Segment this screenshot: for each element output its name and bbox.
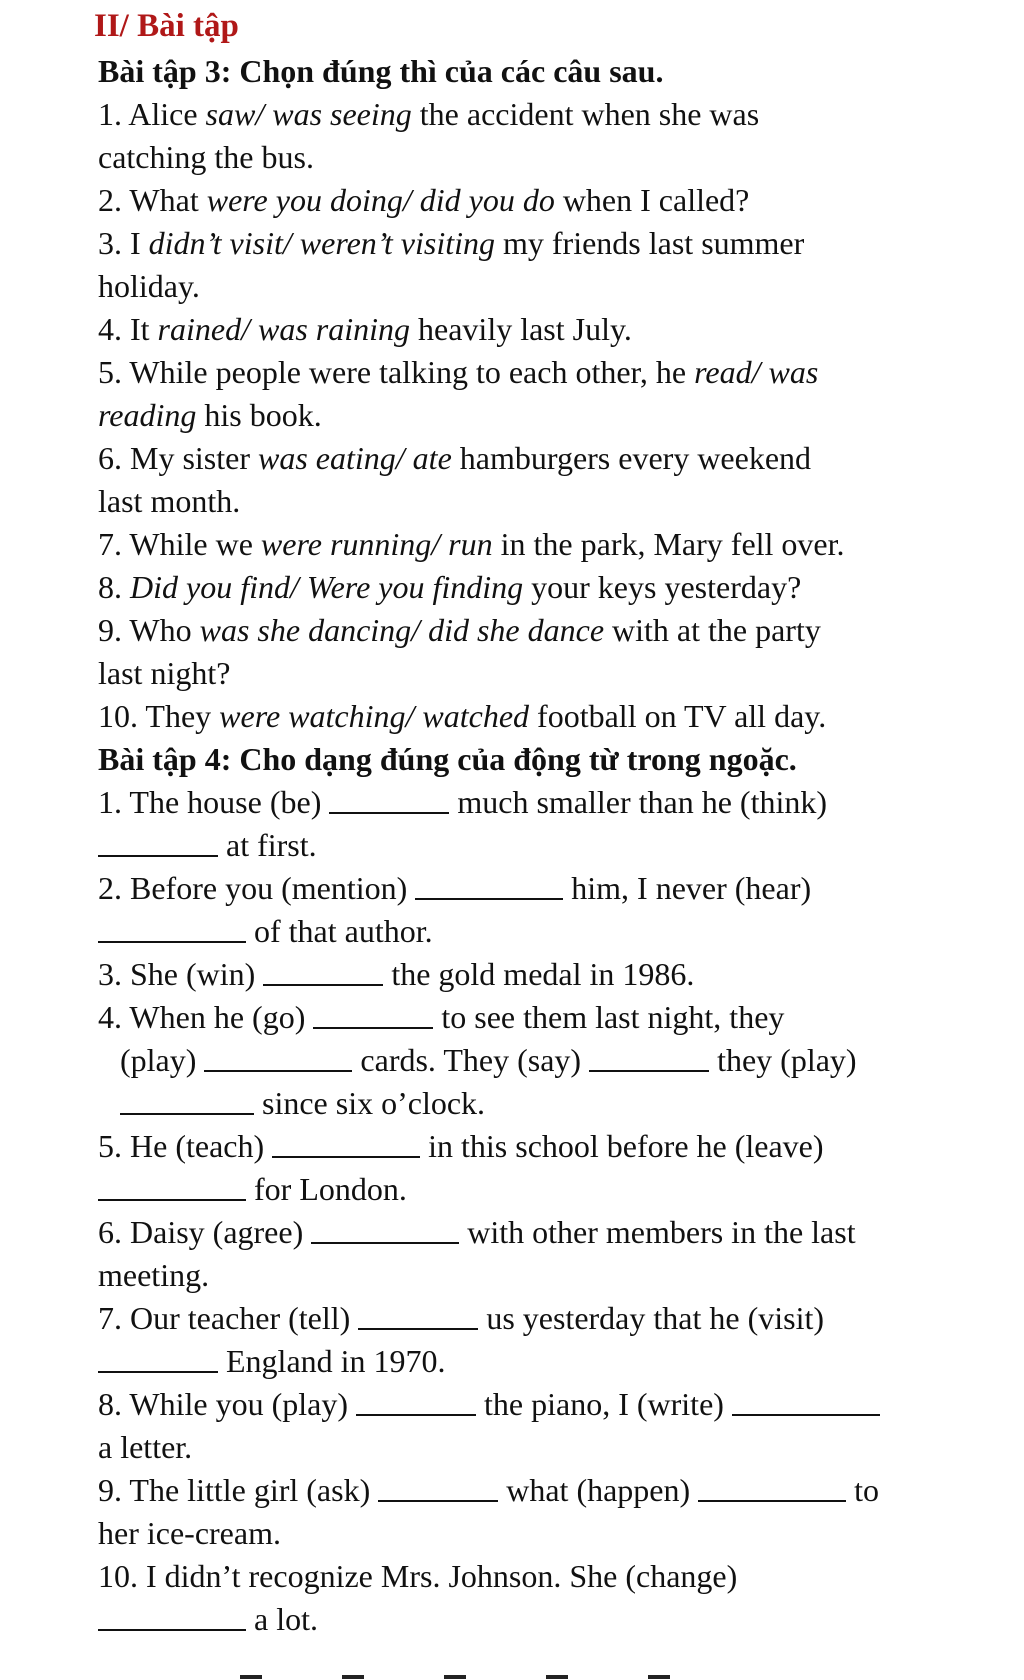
ex4-question-1-cont: at first. bbox=[98, 825, 317, 865]
ex4-question-2-cont: of that author. bbox=[98, 911, 433, 951]
choice-options: rained/ was raining bbox=[157, 311, 411, 347]
ex3-question-9-cont: last night? bbox=[98, 655, 231, 691]
ex3-question-10: 10. They were watching/ watched football on TV all day. bbox=[98, 698, 827, 734]
answer-blank[interactable] bbox=[98, 1199, 246, 1200]
choice-options: were you doing/ did you do bbox=[206, 182, 555, 218]
ex3-question-4: 4. It rained/ was raining heavily last July. bbox=[98, 311, 632, 347]
answer-blank[interactable] bbox=[98, 855, 218, 856]
ex4-question-6-cont: meeting. bbox=[98, 1257, 210, 1293]
choice-options: Did you find/ Were you finding bbox=[130, 569, 524, 605]
choice-options: was she dancing/ did she dance bbox=[199, 612, 605, 648]
ex4-question-6: 6. Daisy (agree) with other members in the last bbox=[98, 1214, 856, 1250]
ex4-question-7-cont: England in 1970. bbox=[98, 1341, 446, 1381]
ex3-question-3: 3. I didn’t visit/ weren’t visiting my friends last summer bbox=[98, 225, 805, 261]
choice-options: were running/ run bbox=[260, 526, 493, 562]
ex4-question-9: 9. The little girl (ask) what (happen) to bbox=[98, 1472, 880, 1508]
ex3-question-2: 2. What were you doing/ did you do when I called? bbox=[98, 182, 750, 218]
ex4-question-10-cont: a lot. bbox=[98, 1599, 318, 1639]
ex4-question-4-cont: (play) cards. They (say) they (play) bbox=[120, 1042, 857, 1078]
exercise-4-heading: Bài tập 4: Cho dạng đúng của động từ trong ngoặc. bbox=[98, 741, 797, 777]
answer-blank[interactable] bbox=[329, 812, 449, 813]
answer-blank[interactable] bbox=[589, 1070, 709, 1071]
ex4-question-3: 3. She (win) the gold medal in 1986. bbox=[98, 956, 695, 992]
ex3-question-5-cont: reading his book. bbox=[98, 397, 322, 433]
choice-options: was eating/ ate bbox=[258, 440, 452, 476]
answer-blank[interactable] bbox=[732, 1414, 880, 1415]
answer-blank[interactable] bbox=[98, 1629, 246, 1630]
ex3-question-1-cont: catching the bus. bbox=[98, 139, 314, 175]
ex4-question-5: 5. He (teach) in this school before he (leave) bbox=[98, 1128, 824, 1164]
answer-blank[interactable] bbox=[263, 984, 383, 985]
ex3-question-1: 1. Alice saw/ was seeing the accident when she was bbox=[98, 96, 760, 132]
answer-blank[interactable] bbox=[204, 1070, 352, 1071]
answer-blank[interactable] bbox=[415, 898, 563, 899]
ex4-question-8-cont: a letter. bbox=[98, 1429, 193, 1465]
answer-blank[interactable] bbox=[313, 1027, 433, 1028]
cropped-next-line bbox=[240, 1666, 800, 1680]
ex4-question-4: 4. When he (go) to see them last night, they bbox=[98, 999, 785, 1035]
answer-blank[interactable] bbox=[356, 1414, 476, 1415]
ex4-question-4-cont2: since six o’clock. bbox=[120, 1083, 485, 1123]
answer-blank[interactable] bbox=[698, 1500, 846, 1501]
answer-blank[interactable] bbox=[120, 1113, 254, 1114]
choice-options: didn’t visit/ weren’t visiting bbox=[148, 225, 495, 261]
ex3-question-5: 5. While people were talking to each other, he read/ was bbox=[98, 354, 819, 390]
ex3-question-6: 6. My sister was eating/ ate hamburgers every weekend bbox=[98, 440, 812, 476]
ex4-question-1: 1. The house (be) much smaller than he (think) bbox=[98, 784, 828, 820]
answer-blank[interactable] bbox=[358, 1328, 478, 1329]
ex4-question-10: 10. I didn’t recognize Mrs. Johnson. She (change) bbox=[98, 1558, 738, 1594]
ex4-question-8: 8. While you (play) the piano, I (write) bbox=[98, 1384, 880, 1424]
ex4-question-5-cont: for London. bbox=[98, 1169, 407, 1209]
choice-options: were watching/ watched bbox=[219, 698, 530, 734]
answer-blank[interactable] bbox=[378, 1500, 498, 1501]
answer-blank[interactable] bbox=[311, 1242, 459, 1243]
ex4-question-2: 2. Before you (mention) him, I never (hear) bbox=[98, 870, 812, 906]
section-title: II/ Bài tập bbox=[94, 8, 239, 44]
answer-blank[interactable] bbox=[98, 1371, 218, 1372]
choice-options: read/ was bbox=[694, 354, 819, 390]
answer-blank[interactable] bbox=[98, 941, 246, 942]
ex3-question-7: 7. While we were running/ run in the park, Mary fell over. bbox=[98, 526, 845, 562]
ex3-question-3-cont: holiday. bbox=[98, 268, 200, 304]
ex4-question-7: 7. Our teacher (tell) us yesterday that he (visit) bbox=[98, 1300, 824, 1336]
ex4-question-9-cont: her ice-cream. bbox=[98, 1515, 281, 1551]
answer-blank[interactable] bbox=[272, 1156, 420, 1157]
exercise-3-heading: Bài tập 3: Chọn đúng thì của các câu sau. bbox=[98, 53, 664, 89]
choice-options: saw/ was seeing bbox=[205, 96, 412, 132]
ex3-question-8: 8. Did you find/ Were you finding your keys yesterday? bbox=[98, 569, 802, 605]
ex3-question-9: 9. Who was she dancing/ did she dance with at the party bbox=[98, 612, 821, 648]
ex3-question-6-cont: last month. bbox=[98, 483, 241, 519]
